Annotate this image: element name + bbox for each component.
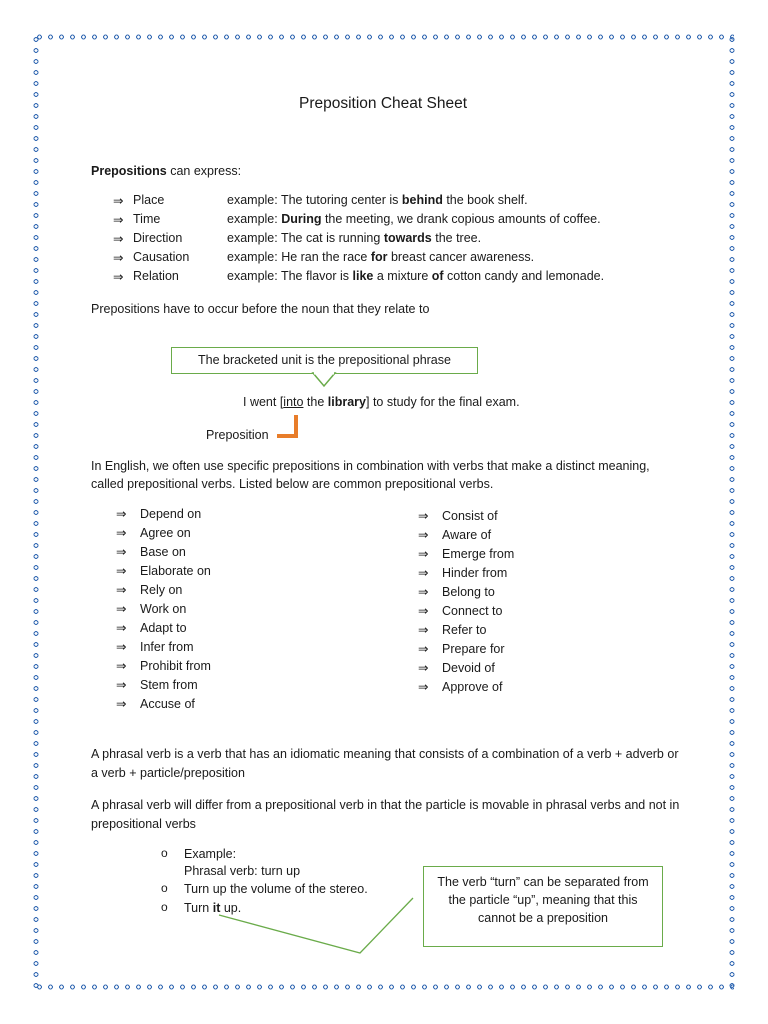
verb-label: Connect to [442, 604, 503, 618]
verb-list-item [116, 563, 211, 578]
verb-label: Stem from [140, 678, 198, 692]
verb-list-item [116, 525, 191, 540]
arrow-icon: ⇒ [116, 545, 127, 559]
intro-bold: Prepositions [91, 164, 167, 178]
verb-list-item [418, 546, 514, 561]
verb-list-item [418, 603, 502, 618]
example-line-3: Turn up the volume of the stereo. [184, 882, 368, 896]
example-line-2: Phrasal verb: turn up [184, 864, 301, 878]
category-row [113, 193, 528, 211]
category-row [113, 269, 605, 287]
arrow-icon: ⇒ [418, 547, 429, 561]
verb-list-item [116, 620, 187, 635]
verb-label: Hinder from [442, 566, 508, 580]
verb-list-item [418, 527, 491, 542]
arrow-icon: ⇒ [418, 661, 429, 675]
verb-label: Prohibit from [140, 659, 211, 673]
arrow-icon: ⇒ [418, 623, 429, 637]
verb-label: Aware of [442, 528, 492, 542]
verb-label: Agree on [140, 526, 191, 540]
category-example: example: During the meeting, we drank copious amounts of coffee. [227, 212, 601, 226]
arrow-icon: ⇒ [113, 194, 124, 208]
arrow-icon: ⇒ [116, 507, 127, 521]
verb-label: Work on [140, 602, 187, 616]
verb-label: Belong to [442, 585, 495, 599]
verb-label: Emerge from [442, 547, 515, 561]
page-border-right [729, 34, 735, 988]
verb-label: Approve of [442, 680, 503, 694]
verb-label: Adapt to [140, 621, 187, 635]
arrow-icon: ⇒ [418, 680, 429, 694]
phrase-callout-text: The bracketed unit is the prepositional phrase [198, 353, 451, 367]
category-example: example: The cat is running towards the tree. [227, 231, 482, 245]
example-turn: Turn [184, 901, 213, 915]
category-name: Direction [133, 231, 183, 245]
verb-label: Infer from [140, 640, 194, 654]
verb-label: Prepare for [442, 642, 505, 656]
verb-list-item [418, 660, 495, 675]
arrow-icon: ⇒ [418, 528, 429, 542]
arrow-icon: ⇒ [113, 213, 124, 227]
arrow-icon: ⇒ [418, 566, 429, 580]
sentence-part-1: I went [ [243, 395, 284, 409]
verb-list-item [116, 506, 201, 521]
example-it: it [212, 901, 221, 915]
arrow-icon: ⇒ [116, 602, 127, 616]
arrow-icon: ⇒ [418, 509, 429, 523]
verb-list-item [418, 565, 507, 580]
verb-label: Devoid of [442, 661, 495, 675]
arrow-icon: ⇒ [116, 526, 127, 540]
category-name: Time [133, 212, 161, 226]
arrow-icon: ⇒ [116, 697, 127, 711]
verb-list-item [418, 508, 498, 523]
arrow-icon: ⇒ [116, 583, 127, 597]
page-border-bottom [34, 984, 734, 990]
sentence-part-2: the [303, 395, 328, 409]
page-border-top [34, 34, 734, 40]
callout-pointer [310, 372, 340, 390]
category-example: example: The flavor is like a mixture of cotton candy and lemonade. [227, 269, 605, 283]
arrow-icon: ⇒ [116, 621, 127, 635]
example-line-1: Example: [184, 847, 237, 861]
example-sentence [243, 394, 520, 410]
preposition-elbow-arrow [275, 413, 305, 443]
category-row [113, 250, 535, 268]
phrasal-verb-definition: A phrasal verb is a verb that has an idiomatic meaning that consists of a combination of a verb + adverb or a verb + particle/preposition [91, 747, 679, 780]
category-example: example: He ran the race for breast cancer awareness. [227, 250, 535, 264]
note-pointer-line [212, 890, 425, 960]
verb-list-item [116, 696, 195, 711]
verb-label: Rely on [140, 583, 183, 597]
preposition-label: Preposition [206, 428, 269, 442]
verb-label: Accuse of [140, 697, 195, 711]
verb-list-item [116, 658, 211, 673]
category-name: Place [133, 193, 165, 207]
verb-list-item [418, 622, 486, 637]
arrow-icon: ⇒ [113, 251, 124, 265]
arrow-icon: ⇒ [113, 270, 124, 284]
verb-label: Consist of [442, 509, 498, 523]
category-example: example: The tutoring center is behind the book shelf. [227, 193, 528, 207]
intro-rest: can express: [166, 164, 242, 178]
verb-list-item [116, 639, 194, 654]
rule-before-noun: Prepositions have to occur before the noun that they relate to [91, 302, 430, 316]
verb-list-item [418, 584, 495, 599]
arrow-icon: ⇒ [116, 678, 127, 692]
verb-list-item [418, 679, 502, 694]
category-name: Relation [133, 269, 179, 283]
sentence-part-3: ] to study for the final exam. [366, 395, 520, 409]
category-row [113, 231, 482, 249]
page-title: Preposition Cheat Sheet [299, 95, 468, 112]
verb-list-item [116, 582, 182, 597]
page-border-left [33, 34, 39, 988]
example-bullet-1: o [161, 846, 168, 860]
arrow-icon: ⇒ [113, 232, 124, 246]
arrow-icon: ⇒ [418, 642, 429, 656]
category-row [113, 212, 601, 230]
verb-label: Base on [140, 545, 186, 559]
category-name: Causation [133, 250, 190, 264]
example-up: up. [220, 901, 242, 915]
arrow-icon: ⇒ [418, 604, 429, 618]
arrow-icon: ⇒ [418, 585, 429, 599]
prepositional-verbs-intro: In English, we often use specific prepositions in combination with verbs that make a distinct meaning, called prepositional verbs. Listed below are common prepositional verbs. [91, 459, 650, 491]
verb-list-item [116, 544, 186, 559]
verb-label: Refer to [442, 623, 487, 637]
verb-list-item [418, 641, 505, 656]
phrase-callout-box [171, 347, 478, 374]
example-bullet-3: o [161, 900, 168, 914]
sentence-noun: library [327, 395, 366, 409]
note-box [423, 866, 663, 947]
arrow-icon: ⇒ [116, 640, 127, 654]
example-bullet-2: o [161, 881, 168, 895]
verb-list-item [116, 601, 186, 616]
arrow-icon: ⇒ [116, 564, 127, 578]
intro-text [91, 163, 241, 179]
arrow-icon: ⇒ [116, 659, 127, 673]
phrasal-verb-difference: A phrasal verb will differ from a prepositional verb in that the particle is movable in phrasal verbs and not in prepositional verbs [91, 798, 680, 831]
verb-label: Elaborate on [140, 564, 211, 578]
note-text: The verb “turn” can be separated from the particle “up”, meaning that this cannot be a preposition [437, 875, 649, 925]
verb-label: Depend on [140, 507, 202, 521]
verb-list-item [116, 677, 198, 692]
sentence-preposition: into [283, 395, 304, 409]
